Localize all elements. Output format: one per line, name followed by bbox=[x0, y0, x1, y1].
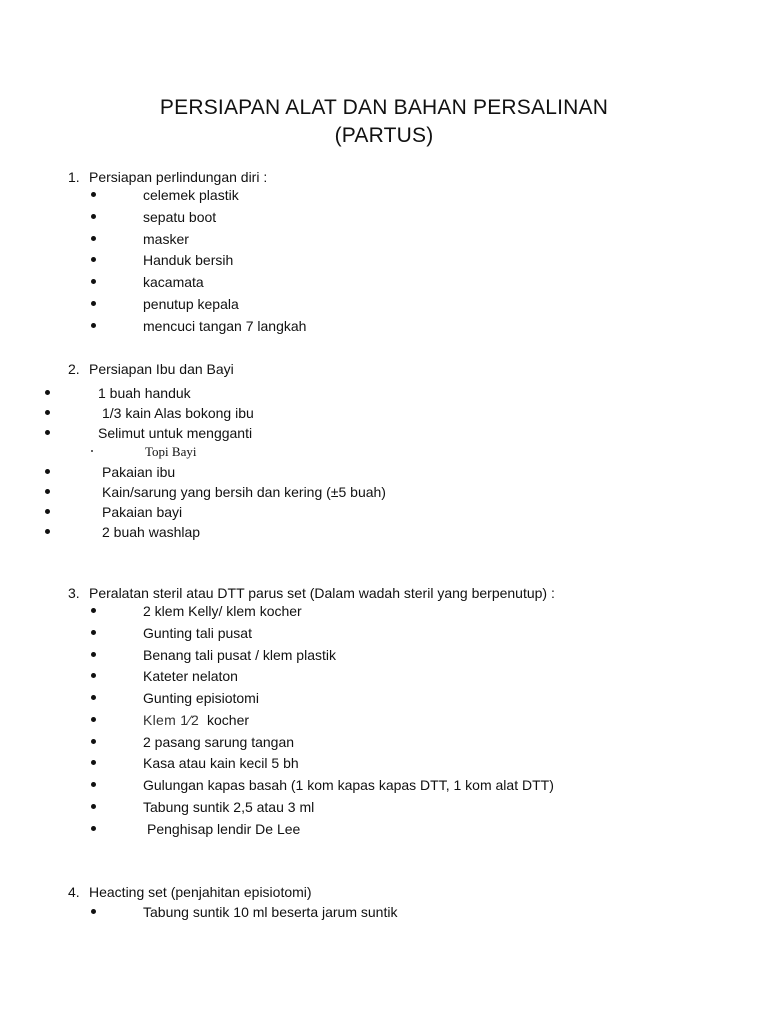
bullet-icon bbox=[91, 236, 96, 241]
bullet-icon bbox=[91, 909, 96, 914]
section-1-number: 1. bbox=[68, 169, 80, 185]
list-item: 1/3 kain Alas bokong ibu bbox=[102, 405, 254, 421]
bullet-icon bbox=[45, 509, 50, 514]
bullet-icon bbox=[91, 192, 96, 197]
bullet-icon bbox=[91, 673, 96, 678]
list-item: Penghisap lendir De Lee bbox=[147, 821, 301, 837]
list-item: 2 klem Kelly/ klem kocher bbox=[143, 603, 302, 619]
list-item: Tabung suntik 2,5 atau 3 ml bbox=[143, 799, 315, 815]
bullet-icon bbox=[91, 608, 96, 613]
list-item: Gunting episiotomi bbox=[143, 690, 259, 706]
section-1-heading: Persiapan perlindungan diri : bbox=[89, 169, 268, 185]
list-item: Handuk bersih bbox=[143, 252, 234, 268]
list-item: Kateter nelaton bbox=[143, 668, 238, 684]
bullet-icon bbox=[45, 529, 50, 534]
list-item: 2 pasang sarung tangan bbox=[143, 734, 295, 750]
list-item: Gulungan kapas basah (1 kom kapas kapas DTT, 1 kom alat DTT) bbox=[143, 777, 554, 793]
bullet-icon bbox=[91, 214, 96, 219]
list-item: sepatu boot bbox=[143, 209, 217, 225]
section-2-heading: Persiapan Ibu dan Bayi bbox=[89, 361, 234, 377]
bullet-icon bbox=[91, 323, 96, 328]
list-item: Gunting tali pusat bbox=[143, 625, 252, 641]
section-3-heading: Peralatan steril atau DTT parus set (Dalam wadah steril yang berpenutup) : bbox=[89, 585, 555, 601]
bullet-icon bbox=[91, 695, 96, 700]
document-title: PERSIAPAN ALAT DAN BAHAN PERSALINAN bbox=[159, 96, 609, 119]
list-item: Benang tali pusat / klem plastik bbox=[143, 647, 336, 663]
bullet-icon bbox=[91, 760, 96, 765]
bullet-icon bbox=[45, 430, 50, 435]
bullet-icon bbox=[91, 804, 96, 809]
list-item: 1 buah handuk bbox=[98, 385, 191, 401]
document-subtitle: (PARTUS) bbox=[334, 124, 434, 147]
section-3-number: 3. bbox=[68, 585, 80, 601]
bullet-icon bbox=[45, 469, 50, 474]
bullet-icon bbox=[45, 390, 50, 395]
bullet-icon bbox=[45, 489, 50, 494]
list-item: 2 buah washlap bbox=[102, 524, 201, 540]
list-item: Kasa atau kain kecil 5 bh bbox=[143, 755, 299, 771]
list-item: Pakaian bayi bbox=[102, 504, 183, 520]
list-item: penutup kepala bbox=[143, 296, 239, 312]
bullet-icon bbox=[91, 717, 96, 722]
small-bullet-icon bbox=[91, 450, 93, 452]
list-item: celemek plastik bbox=[143, 187, 239, 203]
bullet-icon bbox=[91, 257, 96, 262]
bullet-icon bbox=[91, 279, 96, 284]
list-item: Selimut untuk mengganti bbox=[98, 425, 253, 441]
bullet-icon bbox=[91, 739, 96, 744]
bullet-icon bbox=[91, 301, 96, 306]
list-item-suffix: kocher bbox=[207, 712, 250, 728]
list-item: Tabung suntik 10 ml beserta jarum suntik bbox=[143, 904, 398, 920]
list-item: mencuci tangan 7 langkah bbox=[143, 318, 307, 334]
bullet-icon bbox=[91, 782, 96, 787]
list-item: Topi Bayi bbox=[145, 444, 197, 459]
list-item: kacamata bbox=[143, 274, 204, 290]
bullet-icon bbox=[91, 652, 96, 657]
list-item: Pakaian ibu bbox=[102, 464, 176, 480]
bullet-icon bbox=[91, 630, 96, 635]
section-2-number: 2. bbox=[68, 361, 80, 377]
list-item: Klem 1⁄2 bbox=[143, 712, 200, 728]
bullet-icon bbox=[91, 826, 96, 831]
bullet-icon bbox=[45, 410, 50, 415]
list-item: masker bbox=[143, 231, 189, 247]
list-item: Kain/sarung yang bersih dan kering (±5 buah) bbox=[102, 484, 386, 500]
section-4-number: 4. bbox=[68, 884, 80, 900]
section-4-heading: Heacting set (penjahitan episiotomi) bbox=[89, 884, 312, 900]
